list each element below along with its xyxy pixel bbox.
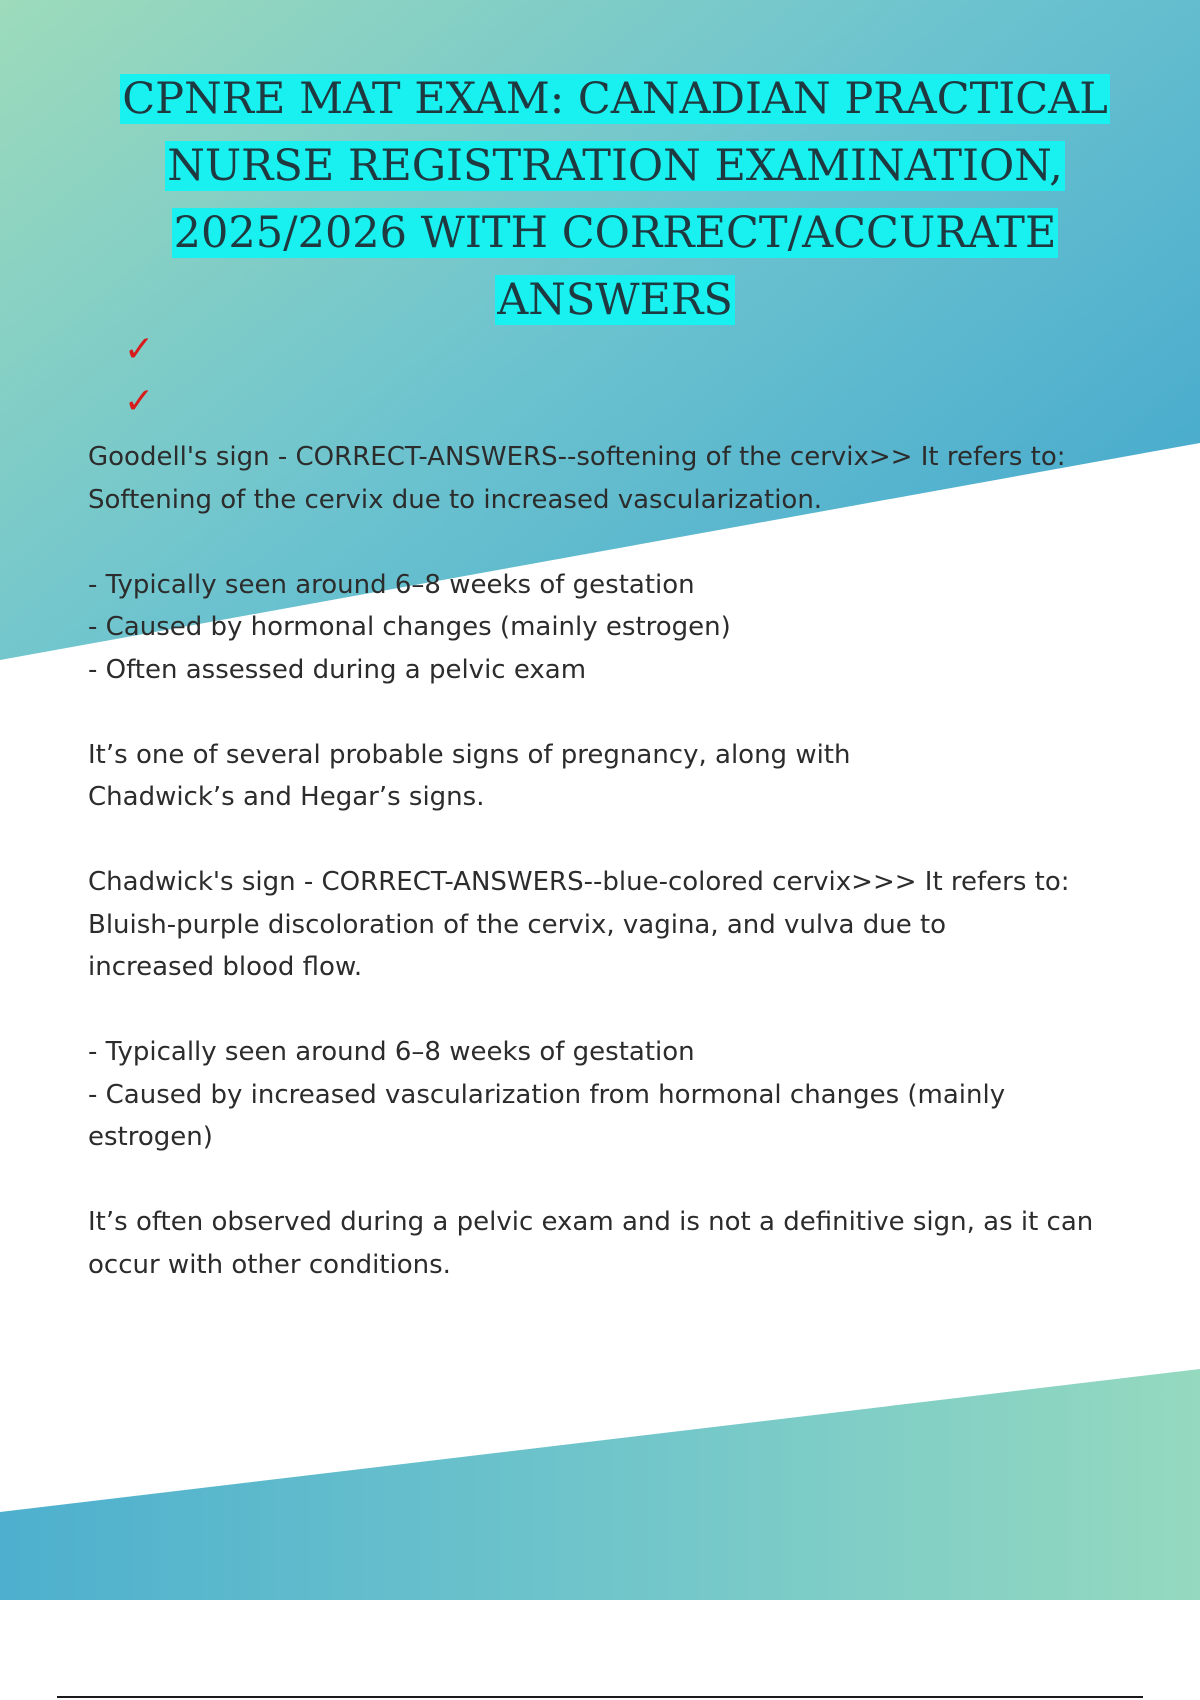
answer-bullet: - Caused by hormonal changes (mainly estrogen)	[88, 612, 731, 642]
answer-bullet: - Often assessed during a pelvic exam	[88, 654, 587, 685]
answer-bullet: - Typically seen around 6–8 weeks of gestation	[88, 1037, 695, 1067]
answer-bullet: - Caused by increased vascularization from hormonal changes (mainly estrogen)	[88, 1079, 1006, 1152]
check-mark-icon: ✓	[124, 381, 155, 422]
check-mark-icon: ✓	[124, 329, 155, 370]
document-title-text: CPNRE MAT EXAM: CANADIAN PRACTICAL NURSE REGISTRATION EXAMINATION, 2025/2026 WITH CORRECT/ACCURATE ANSWERS	[122, 74, 1108, 325]
answer-definition: Softening of the cervix due to increased vascularization.	[88, 484, 823, 515]
document-body	[88, 436, 1138, 1286]
answer-definition: Bluish-purple discoloration of the cervix, vagina, and vulva due to increased blood flow.	[88, 909, 947, 982]
answer-bullet: - Typically seen around 6–8 weeks of gestation	[88, 569, 695, 600]
question-heading: Chadwick's sign - CORRECT-ANSWERS--blue-colored cervix>>> It refers to:	[88, 867, 1070, 897]
answer-note: It’s often observed during a pelvic exam and is not a definitive sign, as it can occur with other conditions.	[88, 1207, 1094, 1280]
question-heading: Goodell's sign - CORRECT-ANSWERS--softening of the cervix>> It refers to:	[88, 442, 1066, 472]
answer-note: It’s one of several probable signs of pregnancy, along with Chadwick’s and Hegar’s signs.	[88, 739, 851, 812]
footer-divider	[57, 1696, 1143, 1698]
document-title	[60, 66, 1170, 334]
